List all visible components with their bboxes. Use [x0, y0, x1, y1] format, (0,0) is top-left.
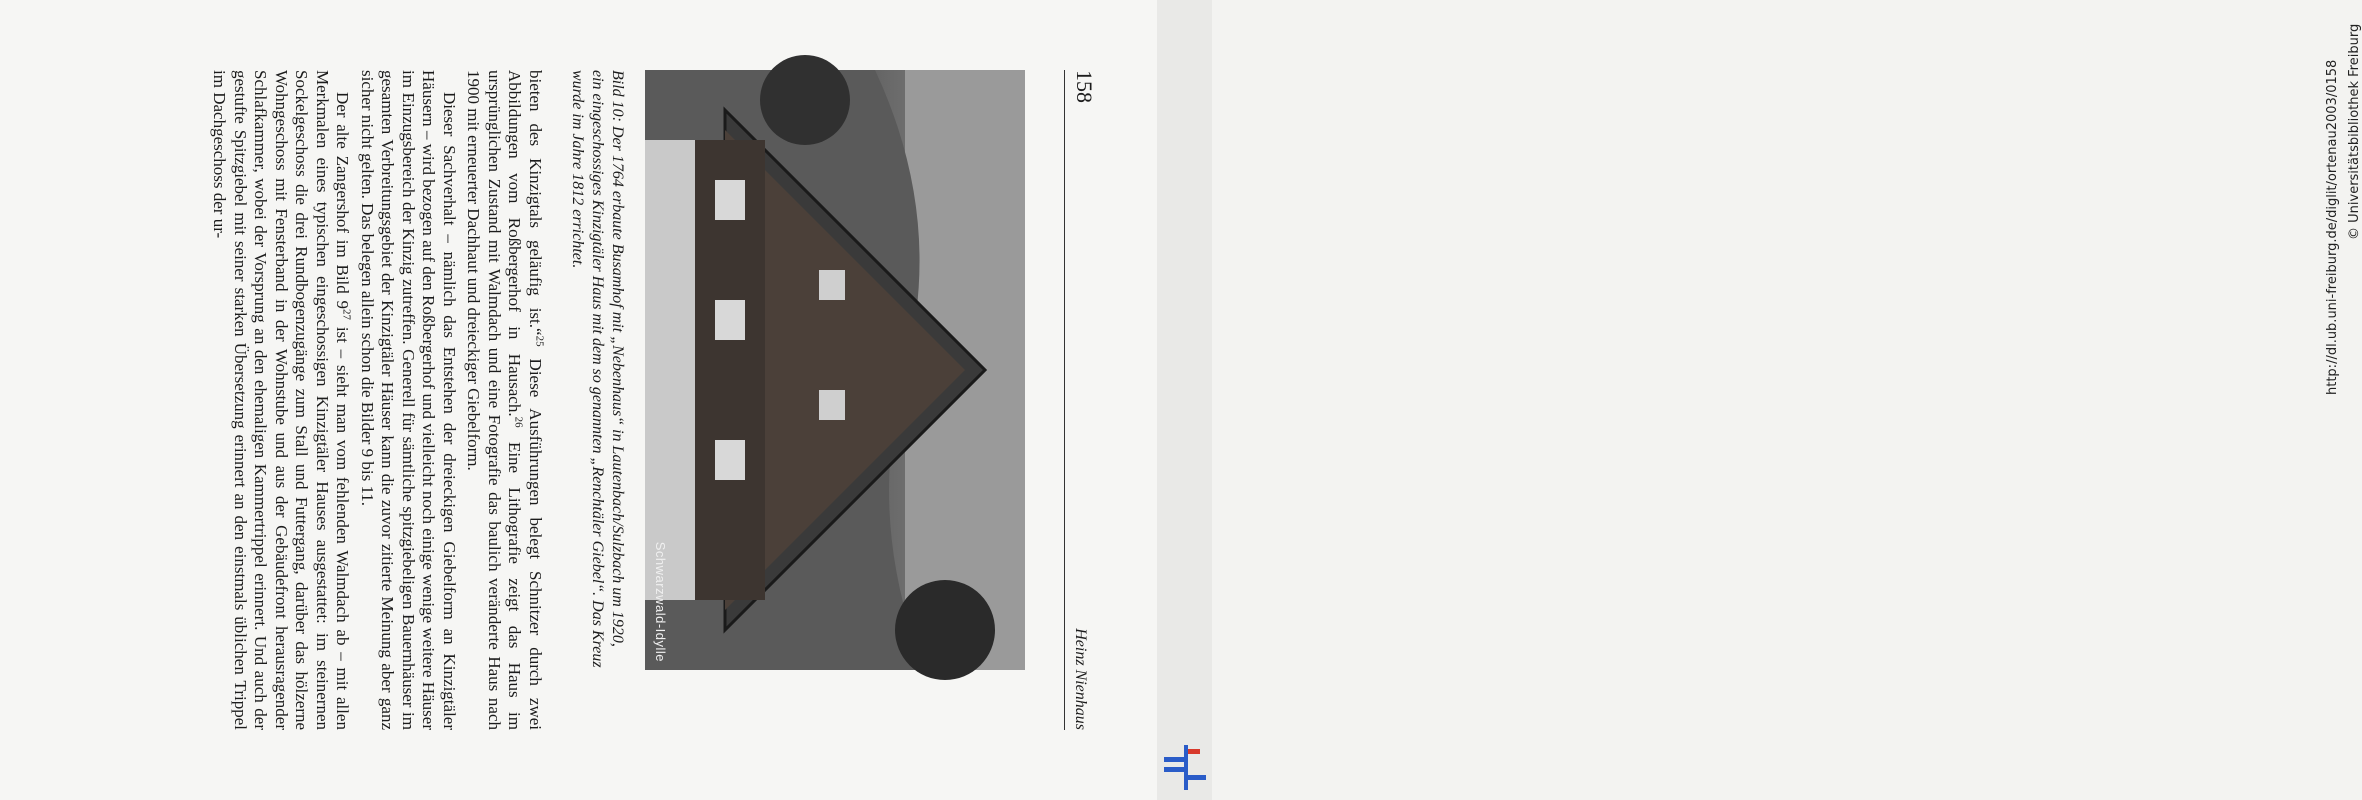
page-header [1064, 70, 1105, 730]
body-text [205, 70, 545, 730]
paragraph-1: bieten des Kinzigtals geläufig ist.“$^{25}$ Diese Ausführungen belegt Schnitzer durch zwei Abbildungen vom Roßbergerhof in Hausach.$^{26}$ Eine Lithografie zeigt das Haus im ursprünglichen Zustand mit Walmdach und eine Fotografie das baulich veränderte Haus nach 1900 mit erneuerter Dachhaut und dreieckiger Giebelform. [464, 70, 546, 731]
viewer-sidebar [1157, 0, 2362, 800]
farmhouse-photo [645, 70, 1025, 670]
paragraph-3: Der alte Zangershof im Bild $9^{27}$ ist – sieht man vom fehlenden Walmdach ab – mit allen Merkmalen eines typischen eingeschossigen Kinzigtäler Hauses ausgestattet: im steinernen Sockelgeschoss die drei Rundbogenzugänge zum Stall und Futtergang, darüber das hölzerne Wohngeschoss mit Fensterband in der Wohnstube und aus der Gebäudefront herausragender Schlafkammer, wobei der Vorsprung an den ehemaligen Kammertrippel erinnert. Und auch der gestufte Spitzgiebel mit seiner starken Übersetzung erinnert an den einstmals üblichen Trippel im Dachgeschoss der ur- [210, 70, 354, 730]
page-number: 158 [1072, 70, 1097, 103]
figure-caption: Bild 10: Der 1764 erbaute Busamhof mit „Nebenhaus“ in Lautenbach/Sulzbach um 1920, ein eingeschossiges Kinzigtäler Haus mit dem so genannten „Renchtäler Giebel“. Das Kreuz wurde im Jahre 1812 errichtet. [569, 70, 626, 668]
photo-watermark: Schwarzwald-Idylle [653, 541, 668, 662]
rotated-page-content [15, 40, 1105, 760]
paragraph-2: Dieser Sachverhalt – nämlich das Entstehen der dreieckigen Giebelform an Kinzigtäler Häusern – wird bezogen auf den Roßbergerhof und vielleicht noch einige wenige weitere Häuser im Einzugsbereich der Kinzig zutreffen. Generell für sämtliche spitzgiebeligen Bauernhäuser im gesamten Verbreitungsgebiet der Kinzigtäler Häuser kann die zuvor zitierte Meinung aber ganz sicher nicht gelten. Das belegen allein schon die Bilder 9 bis 11. [358, 70, 459, 730]
scanned-page [0, 0, 1157, 800]
farmhouse-illustration [645, 70, 1025, 670]
copyright-notice: © Universitätsbibliothek Freiburg [2347, 23, 2362, 240]
document-url[interactable]: http://dl.ub.uni-freiburg.de/diglit/ortenau2003/0158 [2325, 59, 2340, 395]
running-head: Heinz Nienhaus [1072, 628, 1089, 730]
library-logo-icon [1164, 745, 1206, 790]
